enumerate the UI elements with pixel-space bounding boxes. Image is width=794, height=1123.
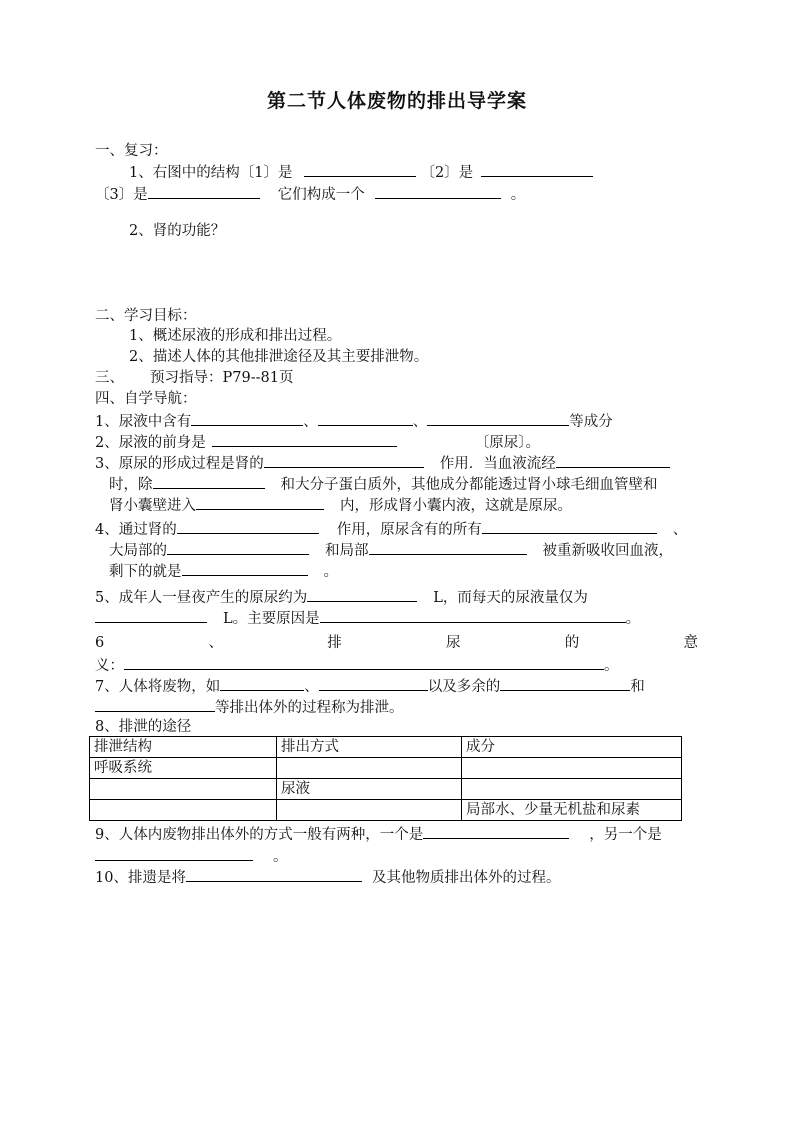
nav-q4-text-d: 大局部的 (109, 543, 167, 559)
nav-q7-sep: 、 (304, 679, 319, 695)
excretion-table (89, 736, 682, 821)
table-cell: 呼吸系统 (90, 758, 277, 779)
nav-q7-text-d: 等排出体外的过程称为排泄。 (215, 700, 404, 716)
blank-most-part[interactable] (167, 539, 309, 555)
nav-q9-text-a: 9、人体内废物排出体外的方式一般有两种，一个是 (95, 827, 424, 843)
nav-q6-line1 (95, 633, 698, 653)
blank-waste-2[interactable] (319, 675, 428, 691)
nav-q3-line1 (95, 452, 670, 474)
nav-q4-line3 (109, 560, 338, 582)
goal-2: 2、描述人体的其他排泄途径及其主要排泄物。 (129, 349, 429, 365)
table-header-cell: 排泄结构 (90, 737, 277, 758)
blank-blood-cells[interactable] (153, 473, 265, 489)
table-cell[interactable] (90, 800, 277, 821)
review-q1-line2 (95, 183, 525, 205)
nav-q4-text-a: 4、通过肾的 (95, 522, 177, 538)
blank-egestion-material[interactable] (186, 866, 362, 882)
blank-filtration[interactable] (264, 452, 424, 468)
nav-q3-text-f: 内，形成肾小囊内液，这就是原尿。 (340, 498, 572, 514)
nav-q3-line3 (109, 494, 572, 516)
blank-reabsorption[interactable] (177, 518, 319, 534)
section-3-number: 三、 (95, 370, 124, 386)
blank-urine-component-1[interactable] (191, 410, 303, 426)
section-2-heading: 二、学习目标： (95, 308, 197, 324)
review-q1-line1 (129, 161, 593, 183)
page-title: 第二节人体废物的排出导学案 (266, 90, 527, 112)
table-header-row (90, 737, 682, 758)
nav-q5-text-b: L，而每天的尿液量仅为 (433, 590, 588, 606)
blank-nutrients[interactable] (482, 518, 657, 534)
table-header-cell: 排出方式 (277, 737, 462, 758)
nav-q5-line2 (95, 607, 640, 629)
nav-q4-text-g: 剩下的就是 (109, 564, 182, 580)
blank-primary-urine-volume[interactable] (307, 586, 417, 602)
nav-q1-text-a: 1、尿液中含有 (95, 414, 192, 430)
nav-q1-sep-1: 、 (303, 414, 318, 430)
nav-q3-text-c: 时，除 (109, 477, 153, 493)
nav-q1-sep-2: 、 (412, 414, 428, 430)
nav-q3-text-a: 3、原尿的形成过程是肾的 (95, 456, 264, 472)
nav-q5-line1 (95, 586, 588, 608)
nav-q7-line1 (95, 675, 645, 697)
nav-q5-text-a: 5、成年人一昼夜产生的原尿约为 (95, 590, 308, 606)
blank-remaining[interactable] (182, 560, 308, 576)
nav-q10-text-a: 10、排遗是将 (95, 870, 186, 886)
nav-q5-period: 。 (625, 611, 641, 627)
table-cell[interactable] (277, 758, 462, 779)
table-header-cell: 成分 (462, 737, 682, 758)
nav-q10-text-b: 及其他物质排出体外的过程。 (371, 870, 561, 886)
blank-excess-1[interactable] (500, 675, 630, 691)
blank-urine-precursor[interactable] (212, 431, 397, 447)
nav-q6-word: 6 (95, 635, 105, 651)
section-3-text: 预习指导：P79--81页 (150, 370, 294, 386)
blank-urine-volume[interactable] (95, 607, 207, 623)
nav-q4-text-b: 作用，原尿含有的所有 (336, 522, 482, 538)
blank-excess-2[interactable] (95, 696, 215, 712)
nav-q6-line2 (95, 654, 619, 676)
blank-excretion-method-2[interactable] (95, 845, 253, 861)
nav-q9-line1 (95, 823, 662, 845)
nav-q3-text-e: 肾小囊壁进入 (109, 498, 196, 514)
nav-q9-period: 。 (273, 849, 288, 865)
table-cell: 局部水、少量无机盐和尿素 (462, 800, 682, 821)
nav-q7-text-a: 7、人体将废物，如 (95, 679, 221, 695)
review-q1-text-c: 〔3〕是 (95, 187, 148, 203)
blank-structure-3[interactable] (148, 183, 260, 199)
review-q2: 2、肾的功能？ (129, 223, 226, 239)
table-cell[interactable] (462, 758, 682, 779)
nav-q9-line2 (95, 845, 288, 867)
section-4-heading: 四、自学导航： (95, 391, 197, 407)
blank-glomerulus[interactable] (556, 452, 670, 468)
nav-q3-text-d: 和大分子蛋白质外，其他成分都能透过肾小球毛细血管壁和 (280, 477, 658, 493)
blank-urine-component-3[interactable] (427, 410, 569, 426)
nav-q3-text-b: 作用．当血液流经 (439, 456, 556, 472)
blank-capsule[interactable] (196, 494, 324, 510)
blank-structure-1[interactable] (304, 161, 416, 177)
nav-q2 (95, 431, 540, 453)
nav-q4-line1 (95, 518, 687, 540)
blank-some-part[interactable] (369, 539, 527, 555)
nav-q4-period: 。 (323, 564, 338, 580)
section-3-line (95, 368, 293, 388)
nav-q4-sep: 、 (672, 522, 688, 538)
review-q1-period: 。 (510, 187, 526, 203)
review-q1-text-a: 1、右图中的结构〔1〕是 (129, 165, 293, 181)
nav-q1-text-b: 等成分 (569, 414, 613, 430)
nav-q2-text-b: 〔原尿〕。 (474, 435, 540, 451)
nav-q1 (95, 410, 613, 432)
nav-q6-word: 排 (327, 635, 342, 651)
blank-structure-2[interactable] (481, 161, 593, 177)
nav-q8: 8、排泄的途径 (95, 719, 192, 735)
review-q1-text-d: 它们构成一个 (277, 187, 365, 203)
blank-waste-1[interactable] (220, 675, 304, 691)
nav-q6-text-b: 义： (95, 658, 124, 674)
nav-q9-text-b: ，另一个是 (589, 827, 662, 843)
table-cell[interactable] (277, 800, 462, 821)
nav-q6-word: 尿 (445, 635, 461, 651)
nav-q7-text-b: 以及多余的 (427, 679, 501, 695)
table-cell[interactable] (90, 779, 277, 800)
goal-1: 1、概述尿液的形成和排出过程。 (129, 328, 342, 344)
nav-q6-word: 意 (683, 635, 698, 651)
table-row (90, 758, 682, 779)
nav-q3-line2 (109, 473, 658, 495)
nav-q6-period: 。 (604, 658, 619, 674)
table-cell: 尿液 (277, 779, 462, 800)
nav-q6-word: 、 (208, 635, 223, 651)
table-cell[interactable] (462, 779, 682, 800)
table-row (90, 800, 682, 821)
nav-q4-text-e: 和局部 (325, 543, 369, 559)
table-row (90, 779, 682, 800)
blank-excretion-method-1[interactable] (423, 823, 569, 839)
blank-main-reason[interactable] (320, 607, 626, 623)
section-1-heading: 一、复习： (95, 143, 168, 159)
blank-urine-component-2[interactable] (318, 410, 413, 426)
blank-structure-whole[interactable] (375, 183, 501, 199)
nav-q4-text-f: 被重新吸收回血液， (542, 543, 673, 559)
review-q1-text-b: 〔2〕是 (420, 165, 474, 181)
nav-q2-text-a: 2、尿液的前身是 (95, 435, 206, 451)
nav-q10 (95, 866, 560, 888)
nav-q6-word: 的 (564, 635, 580, 651)
nav-q7-line2 (95, 696, 404, 718)
nav-q7-text-c: 和 (630, 679, 645, 695)
nav-q4-line2 (109, 539, 673, 561)
nav-q5-text-c: L。主要原因是 (223, 611, 320, 627)
blank-urination-meaning[interactable] (124, 654, 604, 670)
